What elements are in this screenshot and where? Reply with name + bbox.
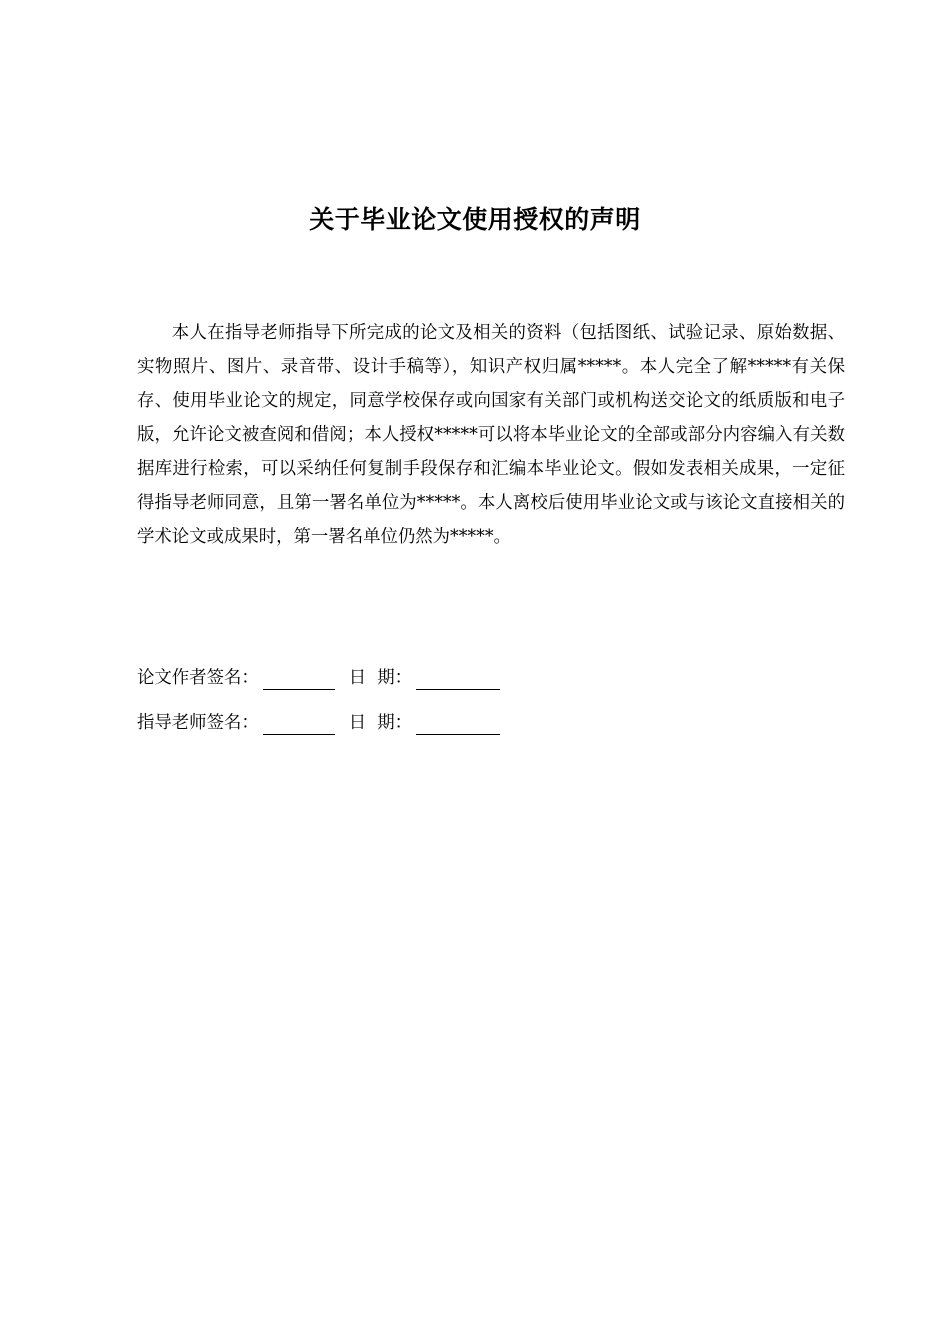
author-date-line[interactable] <box>416 669 500 690</box>
advisor-date-label: 日 期： <box>348 713 412 733</box>
advisor-date-line[interactable] <box>416 714 500 735</box>
page-title: 关于毕业论文使用授权的声明 <box>309 205 641 234</box>
author-signature-line[interactable] <box>263 669 335 690</box>
author-signature-row <box>137 666 500 690</box>
advisor-signature-line[interactable] <box>263 714 335 735</box>
author-date-label: 日 期： <box>348 668 412 688</box>
declaration-paragraph: 本人在指导老师指导下所完成的论文及相关的资料（包括图纸、试验记录、原始数据、实物照片、图片、录音带、设计手稿等），知识产权归属*****。本人完全了解*****有关保存、使用毕业论文的规定，同意学校保存或向国家有关部门或机构送交论文的纸质版和电子版，允许论文被查阅和借阅；本人授权*****可以将本毕业论文的全部或部分内容编入有关数据库进行检索，可以采纳任何复制手段保存和汇编本毕业论文。假如发表相关成果，一定征得指导老师同意，且第一署名单位为*****。本人离校后使用毕业论文或与该论文直接相关的学术论文或成果时，第一署名单位仍然为*****。 <box>137 323 845 547</box>
advisor-signature-row <box>137 711 500 735</box>
advisor-signature-label: 指导老师签名： <box>137 713 259 733</box>
author-signature-label: 论文作者签名： <box>137 668 259 688</box>
